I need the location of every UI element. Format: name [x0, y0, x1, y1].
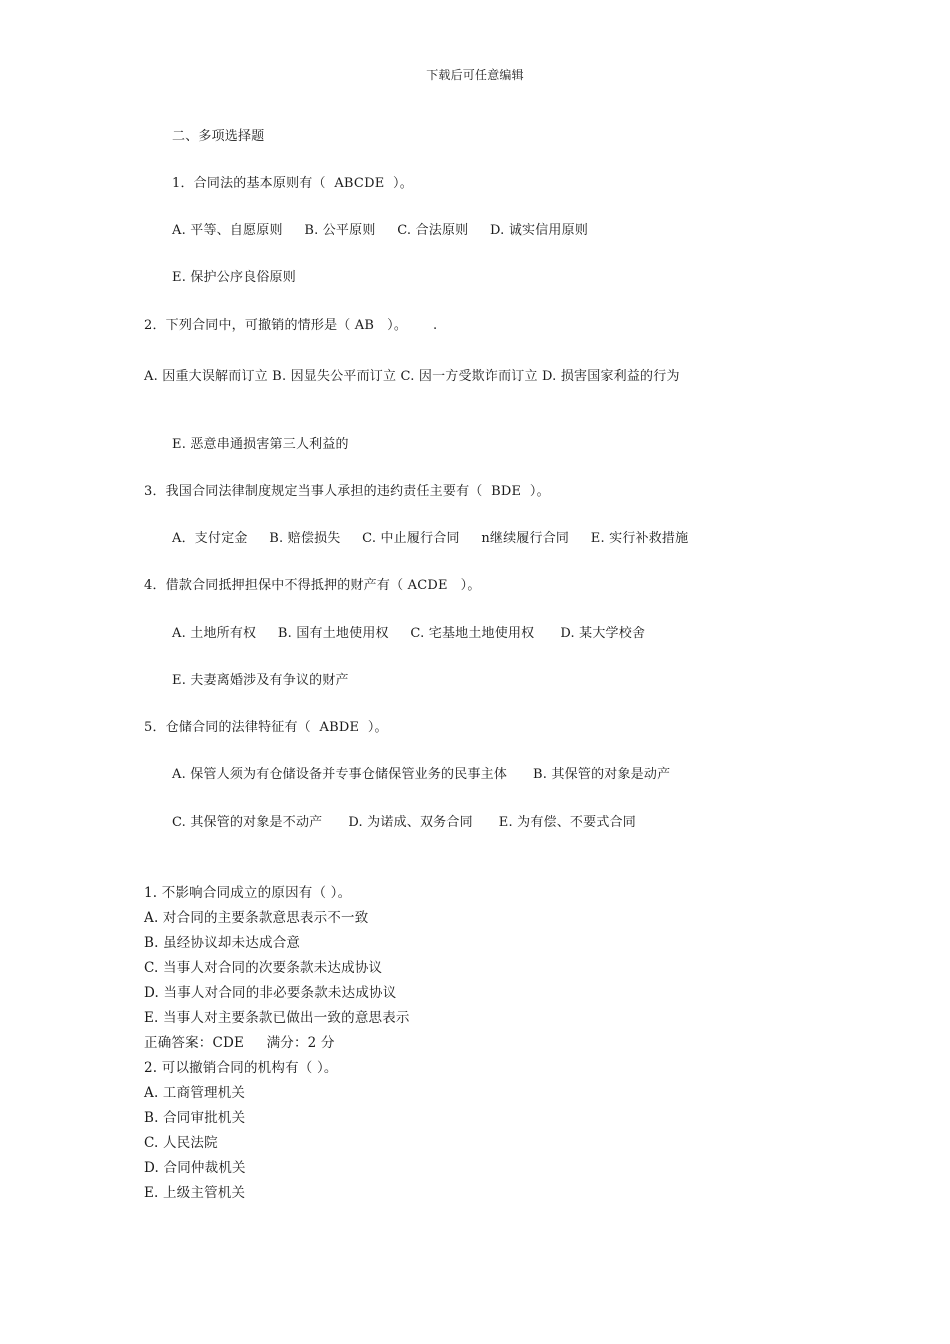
list-item: 2. 可以撤销合同的机构有（ ）。	[144, 1060, 338, 1076]
question-2-options: A. 因重大误解而订立 B. 因显失公平而订立 C. 因一方受欺诈而订立 D. 损害国家利益的行为	[144, 369, 680, 384]
section-heading: 二、多项选择题	[172, 129, 265, 144]
list-item: B. 虽经协议却未达成合意	[144, 935, 301, 951]
question-5-stem: 5．仓储合同的法律特征有（ ABDE ）。	[144, 720, 388, 735]
question-5-options: A. 保管人须为有仓储设备并专事仓储保管业务的民事主体 B. 其保管的对象是动产	[172, 767, 671, 782]
list-item: C. 人民法院	[144, 1135, 218, 1151]
question-2-stem: 2．下列合同中，可撤销的情形是（ AB ）。 .	[144, 318, 438, 333]
list-item: C. 当事人对合同的次要条款未达成协议	[144, 960, 383, 976]
question-4-option-e: E. 夫妻离婚涉及有争议的财产	[172, 673, 349, 688]
list-item: E. 上级主管机关	[144, 1185, 246, 1201]
list-item: 1. 不影响合同成立的原因有（ ）。	[144, 885, 352, 901]
question-1-option-e: E. 保护公序良俗原则	[172, 270, 296, 285]
list-item: A. 对合同的主要条款意思表示不一致	[144, 910, 369, 926]
question-1-stem: 1．合同法的基本原则有（ ABCDE ）。	[172, 176, 413, 191]
question-3-options: A．支付定金 B. 赔偿损失 C. 中止履行合同 n继续履行合同 E. 实行补救措施	[172, 531, 689, 546]
question-4-stem: 4．借款合同抵押担保中不得抵押的财产有（ ACDE ）。	[144, 578, 481, 593]
list-item: B. 合同审批机关	[144, 1110, 246, 1126]
question-5-options-continued: C. 其保管的对象是不动产 D. 为诺成、双务合同 E. 为有偿、不要式合同	[172, 815, 636, 830]
list-item: A. 工商管理机关	[144, 1085, 246, 1101]
question-4-options: A. 土地所有权 B. 国有土地使用权 C. 宅基地土地使用权 D. 某大学校舍	[172, 626, 646, 641]
question-3-stem: 3．我国合同法律制度规定当事人承担的违约责任主要有（ BDE ）。	[144, 484, 550, 499]
list-item: D. 当事人对合同的非必要条款未达成协议	[144, 985, 397, 1001]
page-header: 下载后可任意编辑	[426, 68, 524, 82]
answer-line: 正确答案：CDE 满分：2 分	[144, 1035, 335, 1051]
list-item: D. 合同仲裁机关	[144, 1160, 246, 1176]
question-1-options: A. 平等、自愿原则 B. 公平原则 C. 合法原则 D. 诚实信用原则	[172, 223, 589, 238]
question-2-option-e: E. 恶意串通损害第三人利益的	[172, 437, 349, 452]
list-item: E. 当事人对主要条款已做出一致的意思表示	[144, 1010, 410, 1026]
